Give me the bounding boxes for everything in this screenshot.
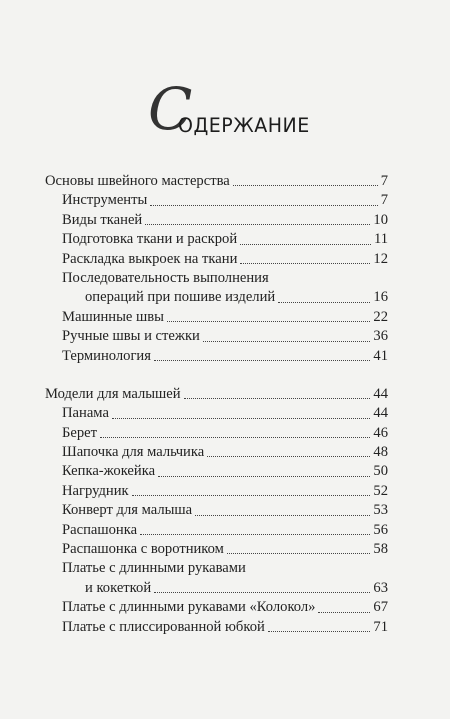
dot-leader: [154, 360, 370, 361]
toc-page-number: 44: [373, 405, 388, 422]
toc-label: Распашонка с воротником: [62, 541, 224, 558]
toc-item-panama[interactable]: [45, 404, 388, 423]
toc-label: Берет: [62, 424, 98, 441]
toc-item-sequence-line1[interactable]: [45, 269, 388, 288]
toc-label: и кокеткой: [85, 579, 152, 596]
toc-label: Терминология: [62, 347, 151, 364]
toc-item-dress-pleated[interactable]: [45, 618, 388, 637]
dot-leader: [100, 437, 370, 438]
table-of-contents: [45, 172, 388, 637]
toc-label: Платье с длинными рукавами «Колокол»: [62, 599, 316, 616]
toc-page-number: 7: [380, 172, 388, 189]
title-rest: ОДЕРЖАНИЕ: [178, 114, 310, 138]
toc-page-number: 63: [373, 579, 388, 596]
toc-page-number: 71: [373, 618, 388, 635]
toc-page-number: 36: [373, 328, 388, 345]
dot-leader: [158, 476, 370, 477]
dot-leader: [195, 515, 370, 516]
dot-leader: [140, 534, 370, 535]
toc-label: Нагрудник: [62, 482, 129, 499]
toc-page-number: 12: [373, 250, 388, 267]
toc-label: Раскладка выкроек на ткани: [62, 250, 238, 267]
toc-label: Подготовка ткани и раскрой: [62, 231, 238, 248]
toc-item-sequence-line2[interactable]: [45, 288, 388, 307]
toc-page-number: 48: [373, 444, 388, 461]
toc-page-number: 46: [373, 424, 388, 441]
section-spacer: [45, 366, 388, 385]
toc-page-number: 53: [373, 502, 388, 519]
toc-item-terminology[interactable]: [45, 347, 388, 366]
toc-item-baby-vest[interactable]: [45, 521, 388, 540]
dot-leader: [150, 205, 377, 206]
toc-item-bib[interactable]: [45, 482, 388, 501]
toc-section-baby-models[interactable]: [45, 385, 388, 404]
dot-leader: [233, 185, 378, 186]
toc-label: Инструменты: [62, 192, 148, 209]
dot-leader: [240, 244, 371, 245]
dot-leader: [207, 456, 370, 457]
toc-item-hand-seams[interactable]: [45, 327, 388, 346]
toc-label: Конверт для малыша: [62, 502, 193, 519]
toc-label: Платье с плиссированной юбкой: [62, 618, 265, 635]
dot-leader: [203, 341, 371, 342]
dot-leader: [227, 553, 370, 554]
toc-label: Платье с длинными рукавами: [62, 560, 246, 577]
toc-item-jockey-cap[interactable]: [45, 462, 388, 481]
toc-page-number: 56: [373, 521, 388, 538]
toc-section-basics[interactable]: [45, 172, 388, 191]
toc-page-number: 50: [373, 463, 388, 480]
toc-page-number: 58: [373, 541, 388, 558]
toc-page-number: 67: [373, 599, 388, 616]
page-title: [148, 75, 348, 143]
dot-leader: [154, 592, 370, 593]
toc-item-pattern-layout[interactable]: [45, 250, 388, 269]
dot-leader: [167, 321, 370, 322]
toc-label: Основы швейного мастерства: [45, 172, 230, 189]
toc-item-machine-seams[interactable]: [45, 308, 388, 327]
toc-item-fabric-types[interactable]: [45, 211, 388, 230]
toc-label: операций при пошиве изделий: [85, 289, 276, 306]
toc-item-tools[interactable]: [45, 191, 388, 210]
toc-item-beret[interactable]: [45, 424, 388, 443]
toc-label: Модели для малышей: [45, 385, 181, 402]
toc-page-number: 16: [373, 289, 388, 306]
toc-label: Машинные швы: [62, 308, 164, 325]
toc-page-number: 52: [373, 482, 388, 499]
toc-item-baby-envelope[interactable]: [45, 501, 388, 520]
dot-leader: [184, 398, 371, 399]
dot-leader: [268, 631, 371, 632]
toc-page-number: 11: [373, 231, 388, 248]
dot-leader: [112, 418, 370, 419]
dot-leader: [145, 224, 370, 225]
dot-leader: [240, 263, 370, 264]
dot-leader: [132, 495, 371, 496]
toc-label: Шапочка для мальчика: [62, 444, 205, 461]
toc-page-number: 44: [373, 385, 388, 402]
title-initial-letter: С: [148, 75, 193, 143]
toc-item-dress-yoke-line2[interactable]: [45, 579, 388, 598]
toc-label: Ручные швы и стежки: [62, 328, 200, 345]
toc-page-number: 10: [373, 211, 388, 228]
toc-item-dress-bell[interactable]: [45, 598, 388, 617]
toc-item-baby-vest-collar[interactable]: [45, 540, 388, 559]
toc-item-boy-cap[interactable]: [45, 443, 388, 462]
toc-label: Последовательность выполнения: [62, 269, 269, 286]
toc-page-number: 41: [373, 347, 388, 364]
dot-leader: [278, 302, 370, 303]
toc-label: Кепка-жокейка: [62, 463, 156, 480]
toc-label: Панама: [62, 405, 109, 422]
toc-page-number: 7: [380, 192, 388, 209]
toc-item-dress-yoke-line1[interactable]: [45, 559, 388, 578]
toc-label: Распашонка: [62, 521, 138, 538]
toc-item-fabric-prep[interactable]: [45, 230, 388, 249]
dot-leader: [318, 612, 370, 613]
toc-label: Виды тканей: [62, 211, 143, 228]
toc-page-number: 22: [373, 308, 388, 325]
